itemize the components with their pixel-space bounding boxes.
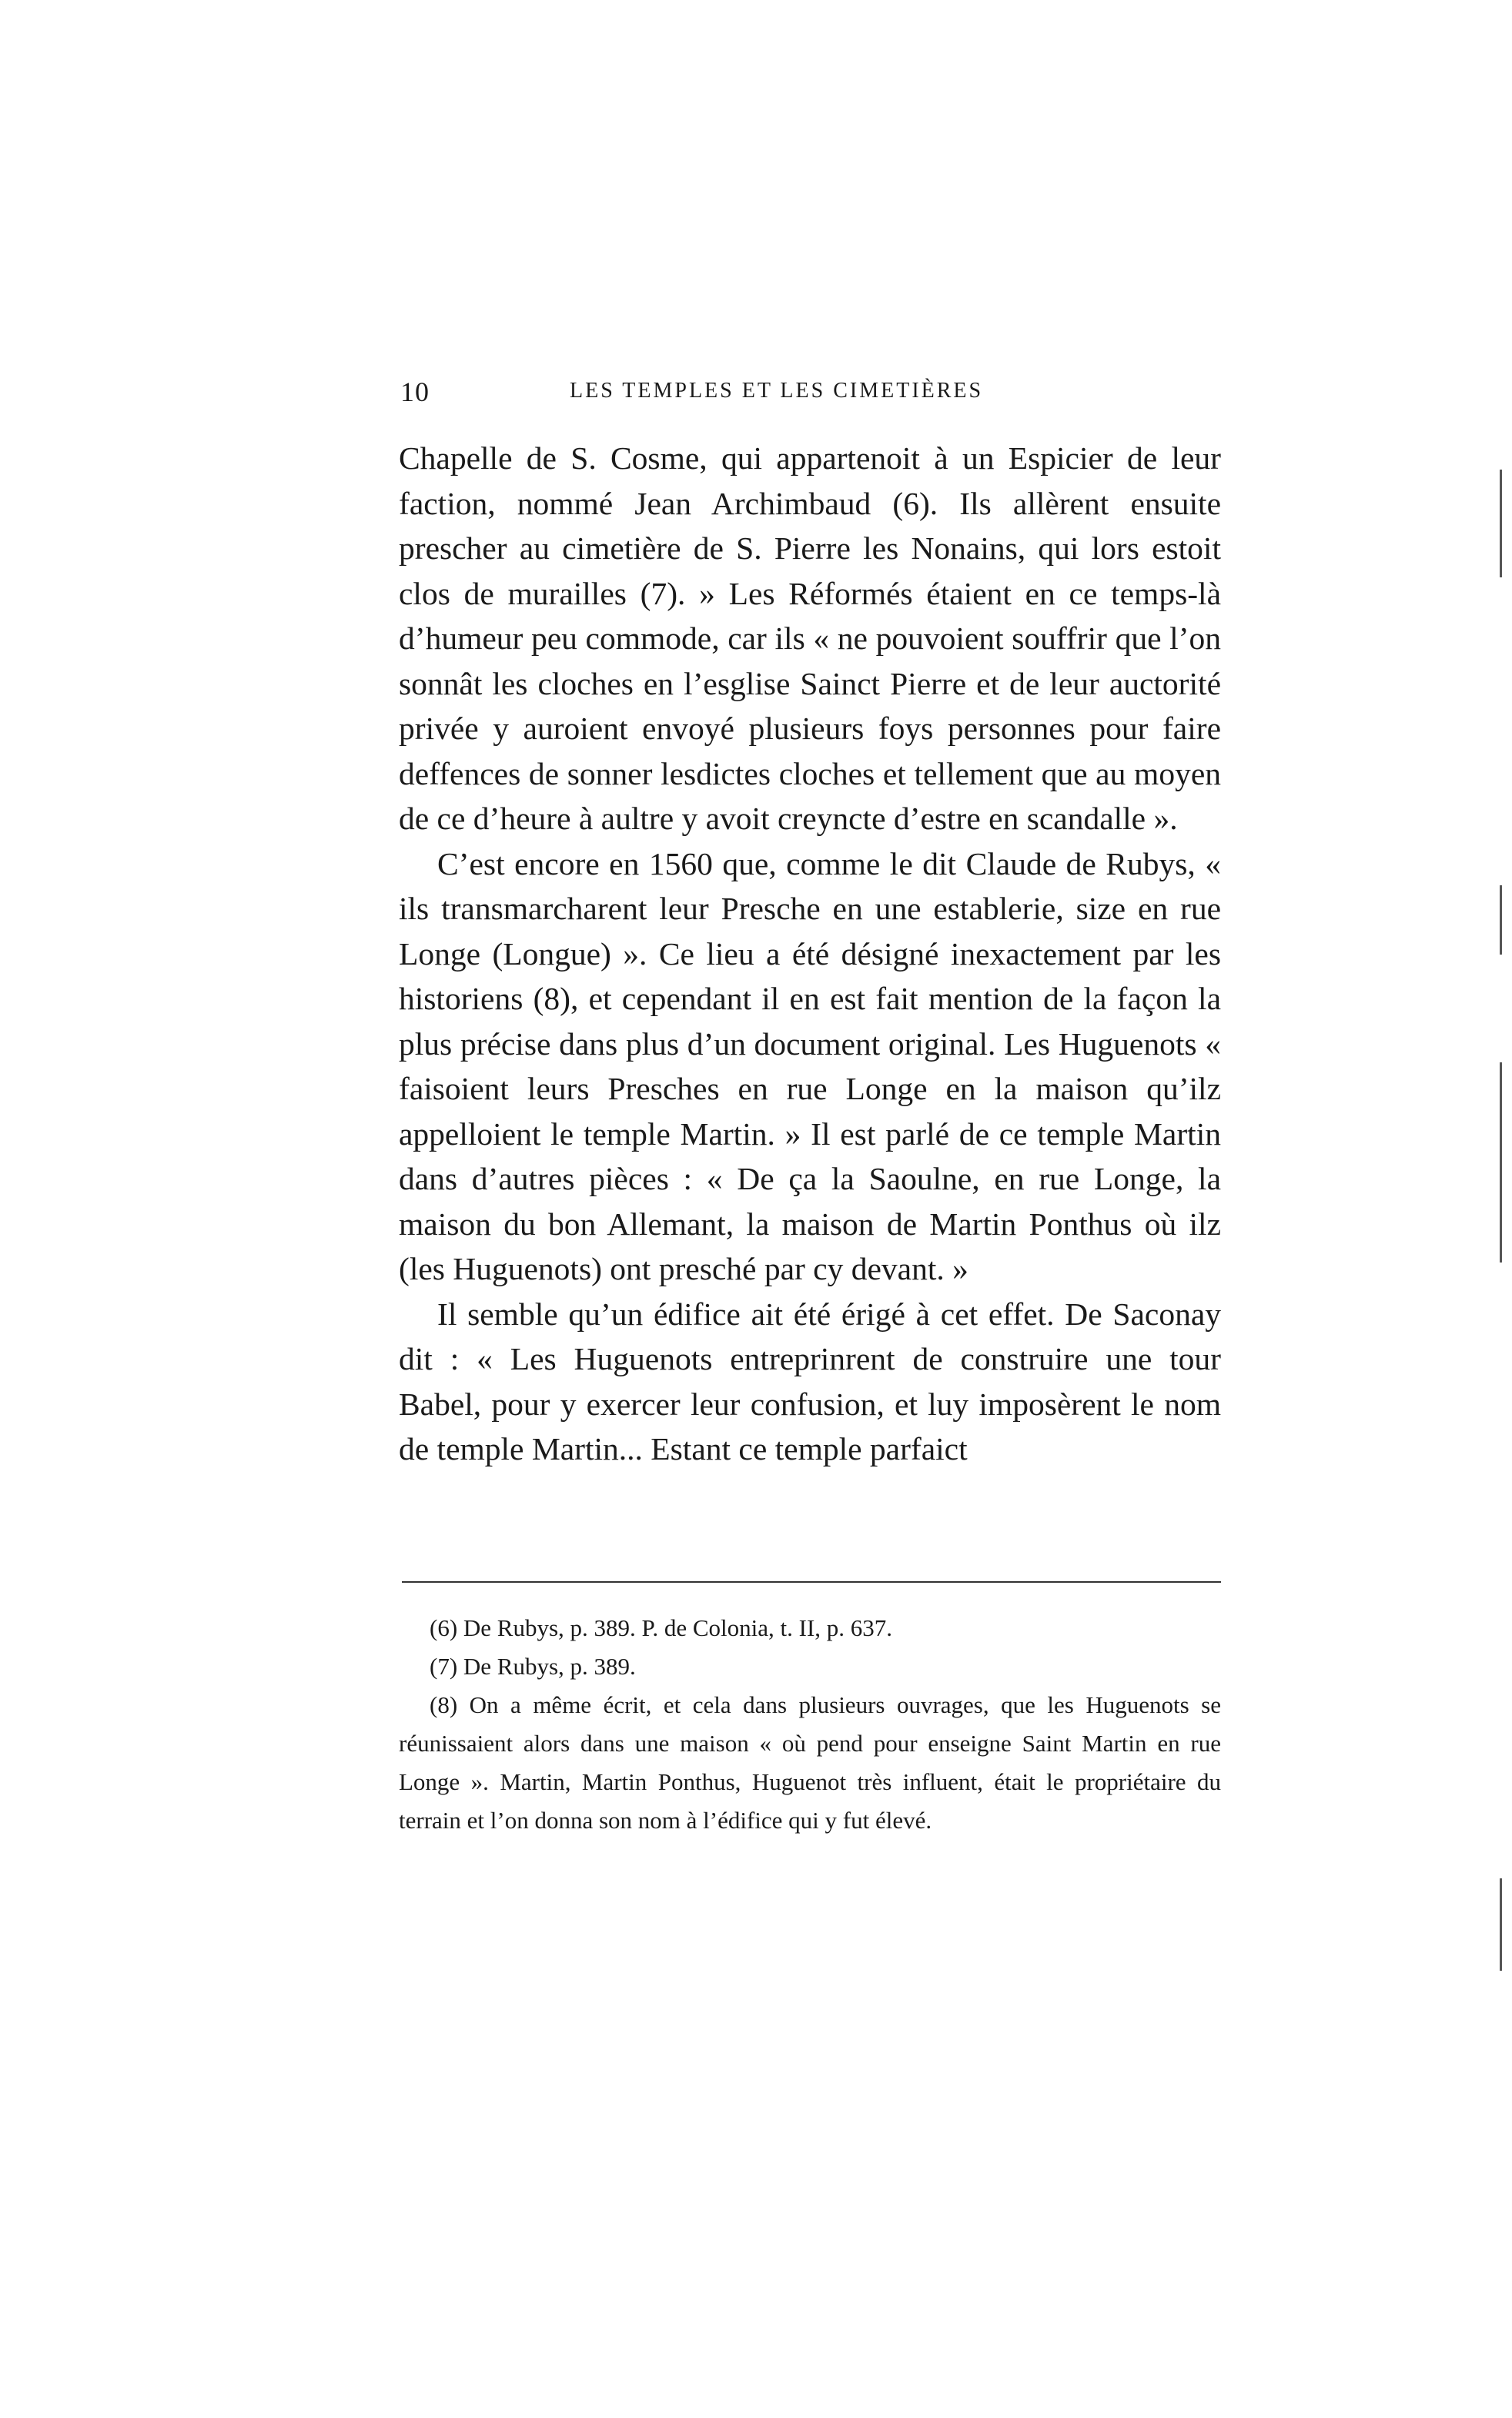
page-number: 10 xyxy=(400,376,430,407)
page-header xyxy=(400,376,1224,414)
paragraph-2: C’est encore en 1560 que, comme le dit Claude de Rubys, « ils transmarcharent leur Presche en une establerie, size en rue Longe (Longue) ». Ce lieu a été désigné inexactement par les historiens (8), et cependant il en est fait mention de la façon la plus précise dans plus d’un document original. Les Huguenots « faisoient leurs Presches en rue Longe en la maison qu’ilz appelloient le temple Martin. » Il est parlé de ce temple Martin dans d’autres pièces : « De ça la Saoulne, en rue Longe, la maison du bon Allemant, la maison de Martin Ponthus où ilz (les Huguenots) ont presché par cy devant. » xyxy=(399,845,1221,1286)
footnotes xyxy=(399,1609,1221,1840)
footnote-7: (7) De Rubys, p. 389. xyxy=(430,1653,636,1680)
scan-artifact xyxy=(1500,1878,1502,1971)
main-text xyxy=(399,436,1221,1472)
scan-artifact xyxy=(1500,1062,1502,1263)
running-title: LES TEMPLES ET LES CIMETIÈRES xyxy=(570,379,984,403)
paragraph-3: Il semble qu’un édifice ait été érigé à cet effet. De Saconay dit : « Les Huguenots entreprinrent de construire une tour Babel, pour y exercer leur confusion, et luy imposèrent le nom de temple Martin... Estant ce temple parfaict xyxy=(399,1296,1221,1467)
footnote-separator xyxy=(402,1581,1221,1583)
paragraph-1: Chapelle de S. Cosme, qui appartenoit à un Espicier de leur faction, nommé Jean Archimbaud (6). Ils allèrent ensuite prescher au cimetière de S. Pierre les Nonains, qui lors estoit clos de murailles (7). » Les Réformés étaient en ce temps-là d’humeur peu commode, car ils « ne pouvoient souffrir que l’on sonnât les cloches en l’esglise Sainct Pierre et de leur auctorité privée y auroient envoyé plusieurs foys personnes pour faire deffences de sonner lesdictes cloches et tellement que au moyen de ce d’heure à aultre y avoit creyncte d’estre en scandalle ». xyxy=(399,440,1221,836)
scan-artifact xyxy=(1500,885,1502,955)
footnote-8: (8) On a même écrit, et cela dans plusieurs ouvrages, que les Huguenots se réunissaient alors dans une maison « où pend pour enseigne Saint Martin en rue Longe ». Martin, Martin Ponthus, Huguenot très influent, était le propriétaire du terrain et l’on donna son nom à l’édifice qui y fut élevé. xyxy=(399,1691,1221,1834)
footnote-6: (6) De Rubys, p. 389. P. de Colonia, t. II, p. 637. xyxy=(430,1614,893,1641)
scan-artifact xyxy=(1500,470,1502,577)
